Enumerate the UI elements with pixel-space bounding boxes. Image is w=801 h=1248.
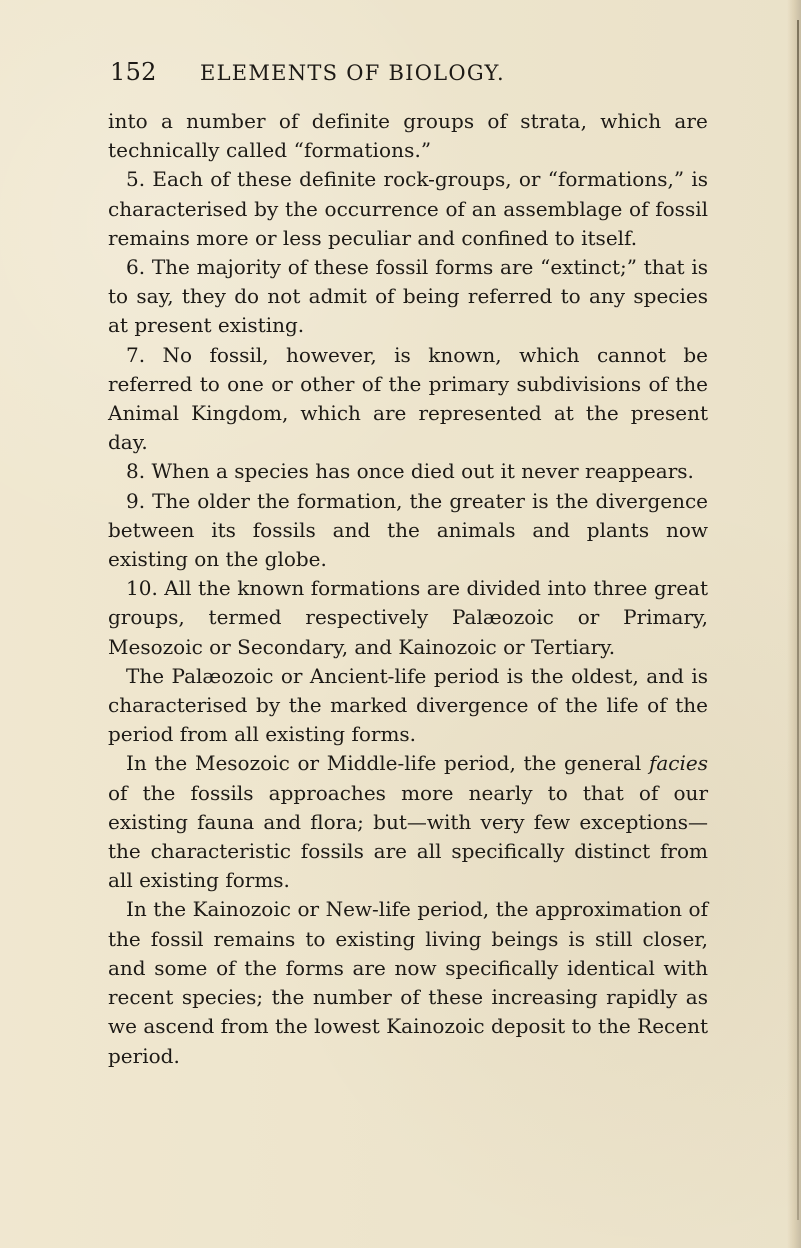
numbered-paragraph-9: 9. The older the formation, the greater is the divergence between its fossils and the animals and plants now existing on the globe. (108, 488, 708, 572)
numbered-paragraph-5: 5. Each of these definite rock-groups, or “formations,” is characterised by the occurrence of an assemblage of fossil remains more or less peculiar and confined to itself. (108, 167, 708, 250)
palaeozoic-paragraph: The Palæozoic or Ancient-life period is the oldest, and is characterised by the marked divergence of the life of the period from all existing forms. (108, 663, 708, 747)
mesozoic-text-after: of the fossils approaches more nearly to that of our existing fauna and flora; but—with very few exceptions—the characteristic fossils are all specifically distinct from all existing forms. (108, 780, 708, 893)
page-edge-shadow (787, 0, 801, 1248)
page-number: 152 (110, 58, 157, 86)
kainozoic-paragraph: In the Kainozoic or New-life period, the approximation of the fossil remains to existing living beings is still closer, and some of the forms are now specifically identical with recent species; the number of these increasing rapidly as we ascend from the lowest Kainozoic deposit to the Recent period. (108, 897, 708, 1068)
mesozoic-text-before: In the Mesozoic or Middle-life period, the general (126, 751, 649, 776)
main-text (108, 107, 708, 1071)
page-edge-line (797, 20, 799, 1220)
numbered-paragraph-6: 6. The majority of these fossil forms are “extinct;” that is to say, they do not admit of being referred to any species at present existing. (108, 255, 708, 338)
page-header (110, 58, 670, 92)
running-head: ELEMENTS OF BIOLOGY. (200, 61, 505, 85)
mesozoic-paragraph (108, 749, 708, 895)
numbered-paragraph-10: 10. All the known formations are divided into three great groups, termed respectively Palæozoic or Primary, Mesozoic or Secondary, and Kainozoic or Tertiary. (108, 576, 708, 659)
facies-term: facies (648, 751, 708, 776)
continuation-paragraph: into a number of definite groups of strata, which are technically called “formations.” (108, 109, 708, 163)
numbered-paragraph-7: 7. No fossil, however, is known, which cannot be referred to one or other of the primary subdivisions of the Animal Kingdom, which are represented at the present day. (108, 342, 708, 455)
numbered-paragraph-8: 8. When a species has once died out it never reappears. (126, 459, 694, 484)
